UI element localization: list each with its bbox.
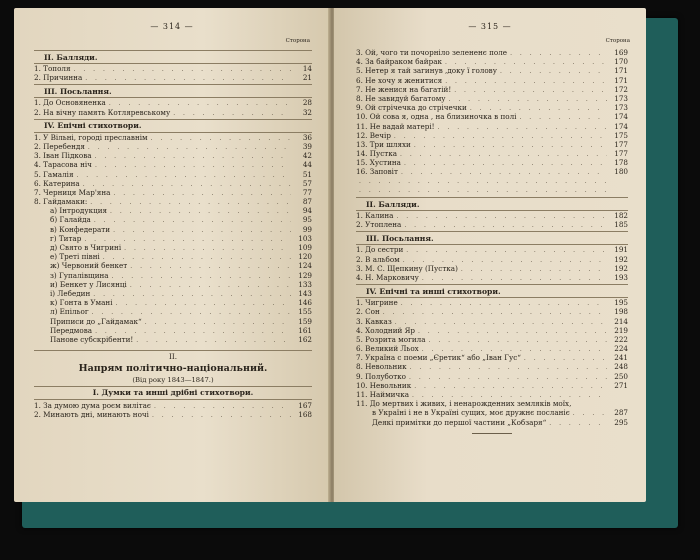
page-number: — 315 — (468, 22, 512, 31)
toc-entry: 5. Гамалія . . . 51 (34, 170, 312, 179)
toc-subentry: в) Конфедерати . . . 99 (34, 225, 312, 234)
toc-entry: 5. Нетер я тай загинув ,доку ї голову . . . 171 (356, 66, 628, 75)
toc-entry: Приписи до „Гайдамак“ . . . 159 (34, 317, 312, 326)
toc-entry: 3. Ой, чого ти почорніло зелененє поле . . . 169 (356, 48, 628, 57)
toc-entry: 2. На вічну память Котляревському . . . 32 (34, 108, 312, 117)
divider (34, 386, 312, 387)
toc-subentry: б) Галайда . . . 95 (34, 215, 312, 224)
section-heading: IV. Епічні стихотвори. (34, 119, 312, 133)
section-heading: III. Посьлання. (34, 84, 312, 98)
toc-entry: 4. Холодний Яр . . . 219 (356, 326, 628, 335)
toc-subentry: л) Епільог . . . 155 (34, 307, 312, 316)
pages-column-label: Сторона (605, 38, 630, 44)
toc-entry: 15. Хустина . . . 178 (356, 158, 628, 167)
toc-entry: 1. До Основяненка . . . 28 (34, 98, 312, 107)
toc-entry: Панове субскрібенти! . . . 162 (34, 335, 312, 344)
toc-column-right (356, 48, 628, 434)
toc-entry: 2. Утоплена . . . 185 (356, 220, 628, 229)
toc-entry: 2. В альбом . . . 192 (356, 255, 628, 264)
toc-subentry: і) Лебедин . . . 143 (34, 289, 312, 298)
end-rule (472, 433, 512, 434)
toc-entry: 1. У Вільні, городі преславнім . . . 36 (34, 133, 312, 142)
toc-entry: 14. Пустка . . . 177 (356, 149, 628, 158)
toc-entry: Деякі примітки до першої частини „Кобзаря“ . . . 295 (356, 418, 628, 427)
section-heading: II. Балляди. (34, 50, 312, 64)
toc-entry: 12. Вечір . . . 175 (356, 131, 628, 140)
toc-subentry: з) Гупалівщина . . . 129 (34, 271, 312, 280)
toc-entry-long-line2: в Україні і не в Україні сущих, моє дружнє посланіє . . . 287 (356, 408, 628, 417)
toc-entry: 3. Іван Підкова . . . 42 (34, 151, 312, 160)
toc-column-left (34, 48, 312, 419)
part-title: Напрям політично-національний. (78, 363, 268, 375)
toc-entry: 1. Тополя . . . 14 (34, 64, 312, 73)
toc-entry-long-line1: 11. До мертвих і живих, і ненарожденних землякiв моїх, (356, 399, 572, 409)
toc-entry: 4. Тарасова ніч . . . 44 (34, 160, 312, 169)
part-number: II. (169, 352, 177, 362)
toc-entry: 3. Кавказ . . . 214 (356, 317, 628, 326)
toc-entry: 9. Ой стрічечка до стрічечки . . . 173 (356, 103, 628, 112)
toc-entry: 1. За думою дума роєм вилітає . . . 167 (34, 401, 312, 410)
toc-entry: 16. Заповіт . . . 180 (356, 167, 628, 176)
toc-entry: 3. М. С. Щепкину (Пустка) . . . 192 (356, 264, 628, 273)
section-heading: I. Думки та инші дрібні стихотвори. (92, 388, 254, 398)
toc-entry: 2. Причинна . . . 21 (34, 73, 312, 82)
toc-entry: 7. Україна с поеми „Єретик“ або „Іван Гус“ . . . 241 (356, 353, 628, 362)
toc-entry: 1. До сестри . . . 191 (356, 245, 628, 254)
toc-subentry: г) Титар . . . 103 (34, 234, 312, 243)
toc-entry: 6. Великий Льох . . . 224 (356, 344, 628, 353)
toc-entry: 8. Гайдамаки: . . . 87 (34, 197, 312, 206)
toc-entry: 2. Перебендя . . . 39 (34, 142, 312, 151)
section-heading: IV. Епічні та инші стихотвори. (356, 284, 628, 298)
toc-entry: 10. Невольник . . . 271 (356, 381, 628, 390)
toc-entry: Передмова . . . 161 (34, 326, 312, 335)
toc-entry: 6. Катерина . . . 57 (34, 179, 312, 188)
toc-entry: 11. Не вадай матері! . . . 174 (356, 122, 628, 131)
part-dates: (Від року 1843—1847.) (132, 376, 214, 385)
toc-subentry: ж) Червоний бенкет . . . 124 (34, 261, 312, 270)
toc-subentry: к) Гонта в Умані . . . 146 (34, 298, 312, 307)
divider (34, 399, 312, 400)
toc-entry: 4. За байраком байрак . . . 170 (356, 57, 628, 66)
toc-entry: 10. Ой сова я, одна , на близиночка в полі . . . 174 (356, 112, 628, 121)
toc-subentry: д) Свято в Чигрині . . . 109 (34, 243, 312, 252)
divider (34, 350, 312, 351)
page-number: — 314 — (150, 22, 194, 31)
toc-entry: 8. Не завидуй багатому . . . 173 (356, 94, 628, 103)
toc-entry: 11. Наймичка . . . (356, 390, 628, 399)
toc-subentry: a) Інтродукция . . . 94 (34, 206, 312, 215)
toc-entry: 7. Черниця Мар'яна . . . 77 (34, 188, 312, 197)
toc-entry: 1. Калина . . . 182 (356, 211, 628, 220)
toc-entry: 9. Полуботко . . . 250 (356, 372, 628, 381)
section-heading: II. Балляди. (356, 197, 628, 211)
pages-column-label: Сторона (285, 38, 310, 44)
toc-entry: 2. Сон . . . 198 (356, 307, 628, 316)
toc-entry: 4. Н. Марковичу . . . 193 (356, 273, 628, 282)
toc-subentry: и) Бенкет у Лисянці . . . 133 (34, 280, 312, 289)
toc-entry: 8. Невольник . . . 248 (356, 362, 628, 371)
section-heading: III. Посьлання. (356, 231, 628, 245)
toc-entry: 7. Не женися на багатій! . . . 172 (356, 85, 628, 94)
toc-entry: 2. Минають дні, минають ночі . . . 168 (34, 410, 312, 419)
toc-entry: 13. Три шляхи . . . 177 (356, 140, 628, 149)
toc-subentry: е) Треті півні . . . 120 (34, 252, 312, 261)
toc-entry: 1. Чигрине . . . 195 (356, 298, 628, 307)
left-page (14, 8, 330, 502)
toc-entry (356, 177, 628, 186)
toc-entry: 5. Розрита могила . . . 222 (356, 335, 628, 344)
right-page (334, 8, 646, 502)
toc-entry (356, 186, 628, 195)
toc-entry: 6. Не хочу я женитися . . . 171 (356, 76, 628, 85)
